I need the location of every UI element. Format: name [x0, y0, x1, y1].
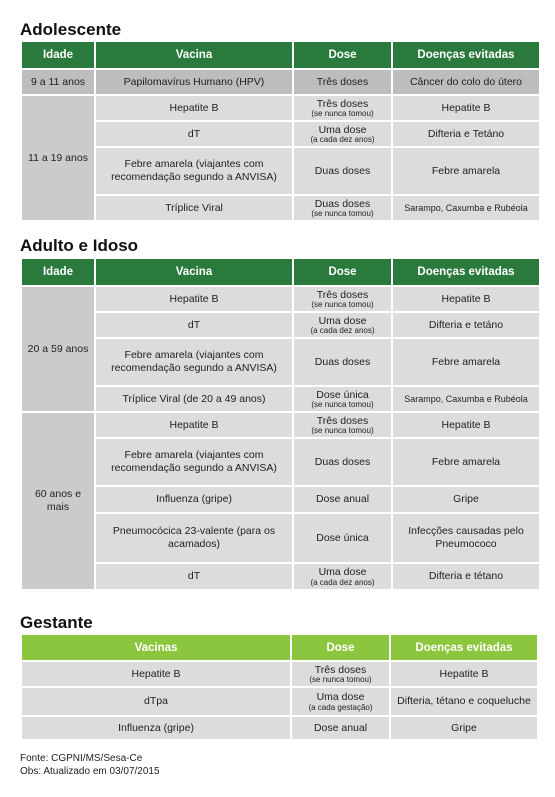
dose-note: (se nunca tomou) — [311, 426, 374, 436]
disease-cell: Febre amarela — [393, 339, 539, 385]
header-doencas: Doenças evitadas — [391, 635, 537, 660]
dose-note: (a cada dez anos) — [310, 577, 375, 587]
dose-cell: Duas doses — [294, 339, 391, 385]
vaccine-cell: Tríplice Viral (de 20 a 49 anos) — [96, 387, 292, 411]
table-row — [22, 662, 537, 686]
table-row — [22, 387, 539, 411]
dose-note: (a cada dez anos) — [310, 135, 375, 145]
disease-cell: Hepatite B — [393, 287, 539, 311]
dose-text: Três doses — [316, 288, 369, 301]
vaccine-cell: Febre amarela (viajantes com recomendação segundo a ANVISA) — [96, 439, 292, 485]
table-row — [22, 313, 539, 337]
age-cell: 60 anos e mais — [22, 413, 94, 589]
dose-cell: Duas doses — [294, 439, 391, 485]
age-cell: 20 a 59 anos — [22, 287, 94, 411]
table-row — [22, 122, 539, 146]
dose-text: Uma dose — [318, 566, 367, 578]
table-row — [22, 564, 539, 589]
dose-cell: Dose anual — [294, 487, 391, 512]
table-row — [22, 514, 539, 562]
dose-note: (se nunca tomou) — [311, 400, 374, 410]
disease-cell: Gripe — [391, 717, 537, 739]
table-header — [22, 42, 539, 68]
section-title-adulto-idoso: Adulto e Idoso — [20, 236, 139, 255]
dose-cell — [294, 564, 391, 589]
table-row — [22, 487, 539, 512]
vaccine-cell: Tríplice Viral — [96, 196, 292, 220]
section-title-adolescente: Adolescente — [20, 20, 122, 39]
dose-cell: Dose única — [294, 514, 391, 562]
header-dose: Dose — [294, 259, 391, 285]
vaccine-cell: Hepatite B — [22, 662, 290, 686]
table-row — [22, 196, 539, 220]
dose-text: Dose única — [316, 388, 369, 401]
vaccine-cell: Influenza (gripe) — [22, 717, 290, 739]
table-gestante — [20, 633, 539, 741]
vaccine-cell: Pneumocócica 23-valente (para os acamados) — [96, 514, 292, 562]
header-idade: Idade — [22, 259, 94, 285]
dose-cell: Duas doses — [294, 148, 391, 194]
header-dose: Dose — [294, 42, 391, 68]
dose-cell: Três doses — [294, 70, 391, 94]
header-dose: Dose — [292, 635, 389, 660]
dose-text: Uma dose — [316, 691, 365, 703]
table-adulto-idoso — [20, 257, 541, 591]
disease-cell: Febre amarela — [393, 439, 539, 485]
table-row — [22, 413, 539, 437]
dose-text: Três doses — [316, 414, 369, 427]
dose-cell — [294, 287, 391, 311]
disease-cell: Hepatite B — [393, 413, 539, 437]
disease-cell: Sarampo, Caxumba e Rubéola — [393, 196, 539, 220]
vaccine-cell: dT — [96, 564, 292, 589]
disease-cell: Gripe — [393, 487, 539, 512]
dose-cell: Dose anual — [292, 717, 389, 739]
vaccine-cell: dT — [96, 313, 292, 337]
table-row — [22, 339, 539, 385]
vaccine-cell: Papilomavírus Humano (HPV) — [96, 70, 292, 94]
dose-text: Uma dose — [318, 314, 367, 327]
header-idade: Idade — [22, 42, 94, 68]
dose-note: (a cada gestação) — [308, 702, 373, 712]
vaccine-cell: dT — [96, 122, 292, 146]
table-header — [22, 259, 539, 285]
dose-cell — [292, 662, 389, 686]
section-title-gestante: Gestante — [20, 613, 93, 632]
disease-cell: Câncer do colo do útero — [393, 70, 539, 94]
disease-cell: Hepatite B — [393, 96, 539, 120]
dose-cell — [292, 688, 389, 715]
dose-cell — [294, 96, 391, 120]
disease-cell: Sarampo, Caxumba e Rubéola — [393, 387, 539, 411]
disease-cell: Hepatite B — [391, 662, 537, 686]
footer-obs: Obs: Atualizado em 03/07/2015 — [20, 766, 160, 777]
table-row — [22, 717, 537, 739]
footer-source: Fonte: CGPNI/MS/Sesa-Ce — [20, 753, 143, 764]
vaccine-cell: Hepatite B — [96, 287, 292, 311]
dose-text: Duas doses — [314, 197, 371, 210]
disease-cell: Difteria e tétano — [393, 564, 539, 589]
table-row — [22, 439, 539, 485]
header-doencas: Doenças evitadas — [393, 42, 539, 68]
disease-cell: Infecções causadas pelo Pneumococo — [393, 514, 539, 562]
table-row — [22, 688, 537, 715]
disease-cell: Difteria, tétano e coqueluche — [391, 688, 537, 715]
table-header — [22, 635, 537, 660]
dose-cell — [294, 196, 391, 220]
age-cell: 9 a 11 anos — [22, 70, 94, 94]
dose-text: Uma dose — [318, 123, 367, 136]
table-adolescente — [20, 40, 541, 222]
dose-cell — [294, 413, 391, 437]
dose-cell — [294, 387, 391, 411]
header-doencas: Doenças evitadas — [393, 259, 539, 285]
vaccine-cell: Influenza (gripe) — [96, 487, 292, 512]
dose-note: (a cada dez anos) — [310, 326, 375, 336]
table-row — [22, 148, 539, 194]
header-vacina: Vacina — [96, 259, 292, 285]
disease-cell: Difteria e Tetáno — [393, 122, 539, 146]
vaccine-cell: Febre amarela (viajantes com recomendação segundo a ANVISA) — [96, 339, 292, 385]
header-vacina: Vacina — [96, 42, 292, 68]
dose-cell — [294, 313, 391, 337]
dose-text: Três doses — [316, 97, 369, 110]
vaccine-cell: dTpa — [22, 688, 290, 715]
dose-note: (se nunca tomou) — [311, 109, 374, 119]
dose-note: (se nunca tomou) — [311, 209, 374, 219]
dose-note: (se nunca tomou) — [311, 300, 374, 310]
table-row — [22, 96, 539, 120]
footer — [20, 752, 160, 778]
table-row — [22, 287, 539, 311]
vaccine-cell: Hepatite B — [96, 96, 292, 120]
disease-cell: Febre amarela — [393, 148, 539, 194]
dose-text: Três doses — [314, 663, 367, 676]
dose-note: (se nunca tomou) — [309, 675, 372, 685]
vaccine-cell: Febre amarela (viajantes com recomendação segundo a ANVISA) — [96, 148, 292, 194]
disease-cell: Difteria e tetáno — [393, 313, 539, 337]
table-row — [22, 70, 539, 94]
header-vacinas: Vacinas — [22, 635, 290, 660]
age-cell: 11 a 19 anos — [22, 96, 94, 220]
vaccine-cell: Hepatite B — [96, 413, 292, 437]
dose-cell — [294, 122, 391, 146]
